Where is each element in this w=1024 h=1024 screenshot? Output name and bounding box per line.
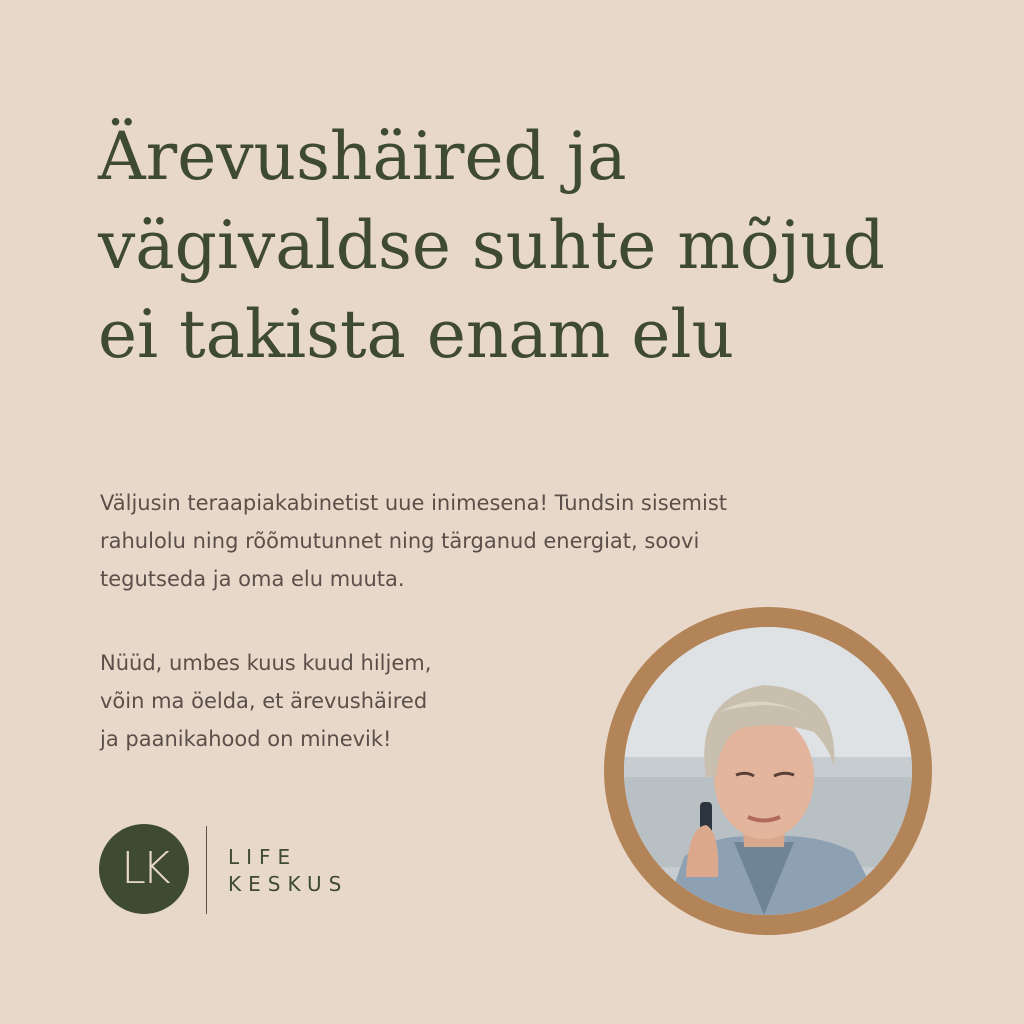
portrait-illustration <box>624 627 912 915</box>
paragraph-1-line-1: Väljusin teraapiakabinetist uue inimesena! Tundsin sisemist <box>100 491 728 515</box>
logo-wordmark <box>228 844 348 898</box>
paragraph-2-line-1: Nüüd, umbes kuus kuud hiljem, <box>100 651 432 675</box>
headline-line-3: ei takista enam elu <box>98 296 734 373</box>
logo-word-keskus: KESKUS <box>228 872 349 896</box>
testimonial-paragraph-1 <box>100 484 727 598</box>
headline-line-1: Ärevushäired ja <box>98 118 627 195</box>
logo-mark: LK <box>99 824 189 914</box>
logo-word-life: LIFE <box>228 845 298 869</box>
testimonial-paragraph-2 <box>100 644 431 758</box>
headline <box>98 112 958 379</box>
paragraph-2-line-2: võin ma öelda, et ärevushäired <box>100 689 428 713</box>
paragraph-1-line-2: rahulolu ning rõõmutunnet ning tärganud energiat, soovi <box>100 529 700 553</box>
paragraph-2-line-3: ja paanikahood on minevik! <box>100 727 392 751</box>
headline-line-2: vägivaldse suhte mõjud <box>98 207 885 284</box>
paragraph-1-line-3: tegutseda ja oma elu muuta. <box>100 567 405 591</box>
logo-divider <box>206 826 207 914</box>
portrait-photo <box>624 627 912 915</box>
portrait-frame <box>604 607 932 935</box>
